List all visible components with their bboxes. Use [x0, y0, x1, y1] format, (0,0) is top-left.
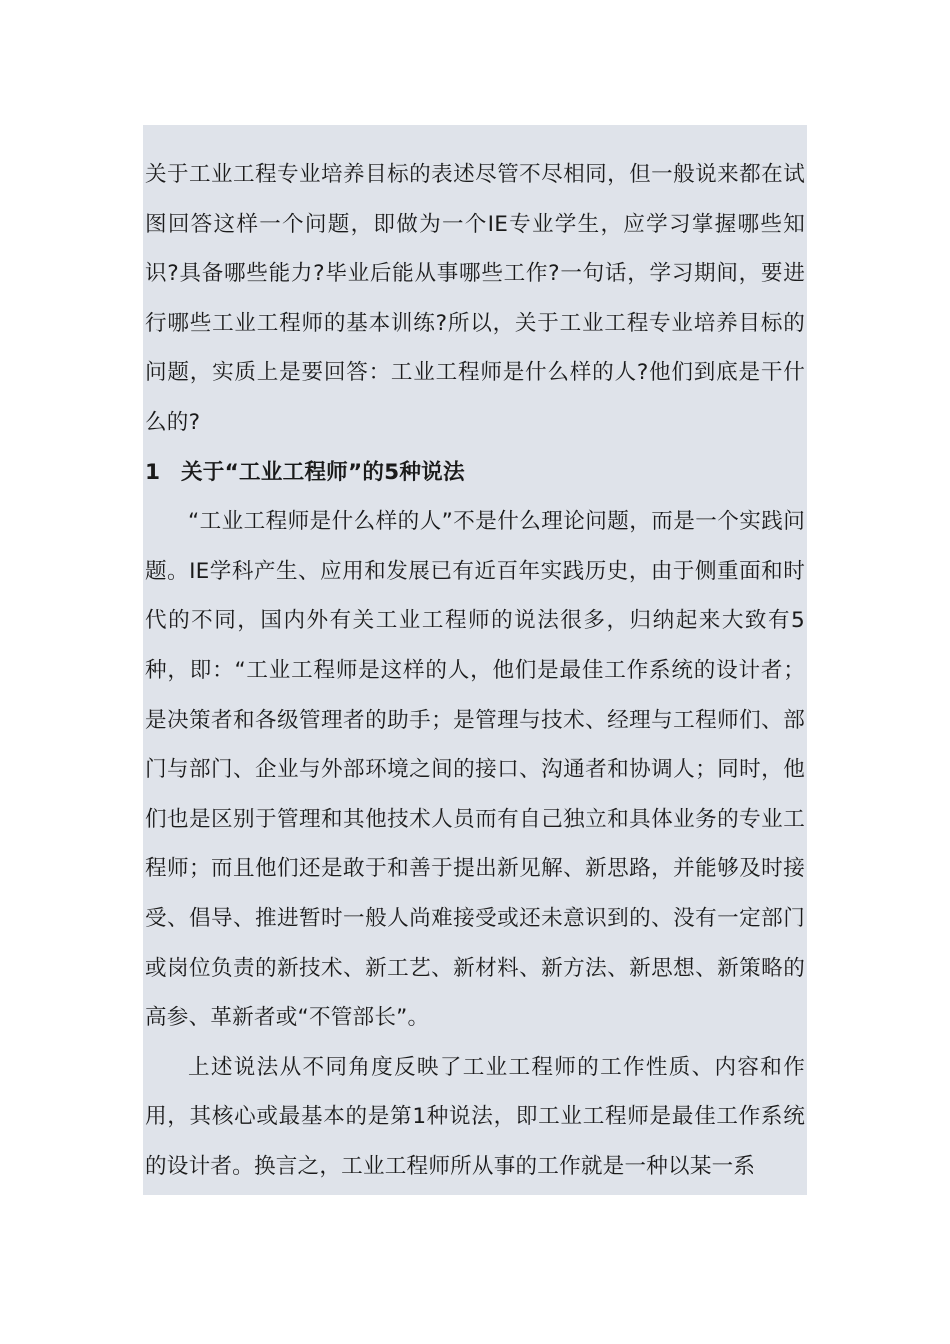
document-body [145, 150, 805, 1191]
intro-paragraph: 关于工业工程专业培养目标的表述尽管不尽相同，但一般说来都在试图回答这样一个问题，即做为一个IE专业学生，应学习掌握哪些知识?具备哪些能力?毕业后能从事哪些工作?一句话，学习期间，要进行哪些工业工程师的基本训练?所以，关于工业工程专业培养目标的问题，实质上是要回答：工业工程师是什么样的人?他们到底是干什么的? [145, 162, 805, 435]
section-paragraph-2: 上述说法从不同角度反映了工业工程师的工作性质、内容和作用，其核心或最基本的是第1种说法，即工业工程师是最佳工作系统的设计者。换言之，工业工程师所从事的工作就是一种以某一系 [145, 1054, 805, 1179]
section-number: 1 [145, 459, 161, 485]
section-paragraph-1: “工业工程师是什么样的人”不是什么理论问题，而是一个实践问题。IE学科产生、应用和发展已有近百年实践历史，由于侧重面和时代的不同，国内外有关工业工程师的说法很多，归纳起来大致有5种，即：“工业工程师是这样的人，他们是最佳工作系统的设计者；是决策者和各级管理者的助手；是管理与技术、经理与工程师们、部门与部门、企业与外部环境之间的接口、沟通者和协调人；同时，他们也是区别于管理和其他技术人员而有自己独立和具体业务的专业工程师；而且他们还是敢于和善于提出新见解、新思路，并能够及时接受、倡导、推进暂时一般人尚难接受或还未意识到的、没有一定部门或岗位负责的新技术、新工艺、新材料、新方法、新思想、新策略的高参、革新者或“不管部长”。 [145, 509, 805, 1031]
section-title: 关于“工业工程师”的5种说法 [181, 459, 465, 485]
section-heading [145, 448, 805, 498]
